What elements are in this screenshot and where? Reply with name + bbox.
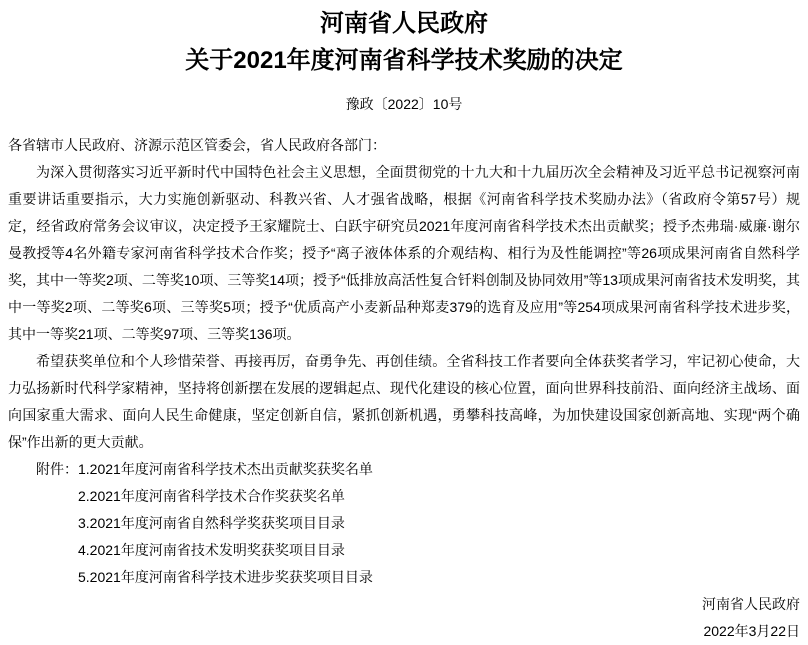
salutation: 各省辖市人民政府、济源示范区管委会，省人民政府各部门： (8, 137, 386, 153)
issuer-title: 河南省人民政府 (320, 10, 488, 37)
attachment-item: 2.2021年度河南省科学技术合作奖获奖名单 (78, 488, 345, 504)
paragraph-decision: 为深入贯彻落实习近平新时代中国特色社会主义思想，全面贯彻党的十九大和十九届历次全会精神及习近平总书记视察河南重要讲话重要指示，大力实施创新驱动、科教兴省、人才强省战略，根据《河南省科学技术奖励办法》（省政府令第57号）规定，经省政府常务会议审议，决定授予王家耀院士、白跃宇研究员2021年度河南省科学技术杰出贡献奖；授予杰弗瑞·威廉·谢尔曼教授等4名外籍专家河南省科学技术合作奖；授予“离子液体体系的介观结构、相行为及性能调控”等26项成果河南省自然科学奖，其中一等奖2项、二等奖10项、三等奖14项；授予“低排放高活性复合钎料创制及协同效用”等13项成果河南省技术发明奖，其中一等奖2项、二等奖6项、三等奖5项；授予“优质高产小麦新品种郑麦379的选育及应用”等254项成果河南省科学技术进步奖，其中一等奖21项、二等奖97项、三等奖136项。 (8, 164, 800, 342)
attachment-item: 3.2021年度河南省自然科学奖获奖项目目录 (78, 515, 345, 531)
signer-name: 河南省人民政府 (702, 596, 800, 612)
document-number: 豫政〔2022〕10号 (345, 96, 463, 112)
signature-date: 2022年3月22日 (703, 623, 800, 639)
document-title: 关于2021年度河南省科学技术奖励的决定 (185, 47, 623, 74)
attachments-label: 附件： (36, 461, 78, 477)
attachment-row (36, 456, 800, 483)
attachment-item: 5.2021年度河南省科学技术进步奖获奖项目目录 (78, 569, 373, 585)
document-body (8, 132, 800, 645)
attachment-item: 1.2021年度河南省科学技术杰出贡献奖获奖名单 (78, 461, 373, 477)
signature-block (8, 591, 800, 645)
paragraph-exhortation: 希望获奖单位和个人珍惜荣誉、再接再厉，奋勇争先、再创佳绩。全省科技工作者要向全体获奖者学习，牢记初心使命，大力弘扬新时代科学家精神，坚持将创新摆在发展的逻辑起点、现代化建设的核心位置，面向世界科技前沿、面向经济主战场、面向国家重大需求、面向人民生命健康，坚定创新自信，紧抓创新机遇，勇攀科技高峰，为加快建设国家创新高地、实现“两个确保”作出新的更大贡献。 (8, 353, 800, 450)
attachments-block (36, 456, 800, 591)
attachment-item: 4.2021年度河南省技术发明奖获奖项目目录 (78, 542, 345, 558)
